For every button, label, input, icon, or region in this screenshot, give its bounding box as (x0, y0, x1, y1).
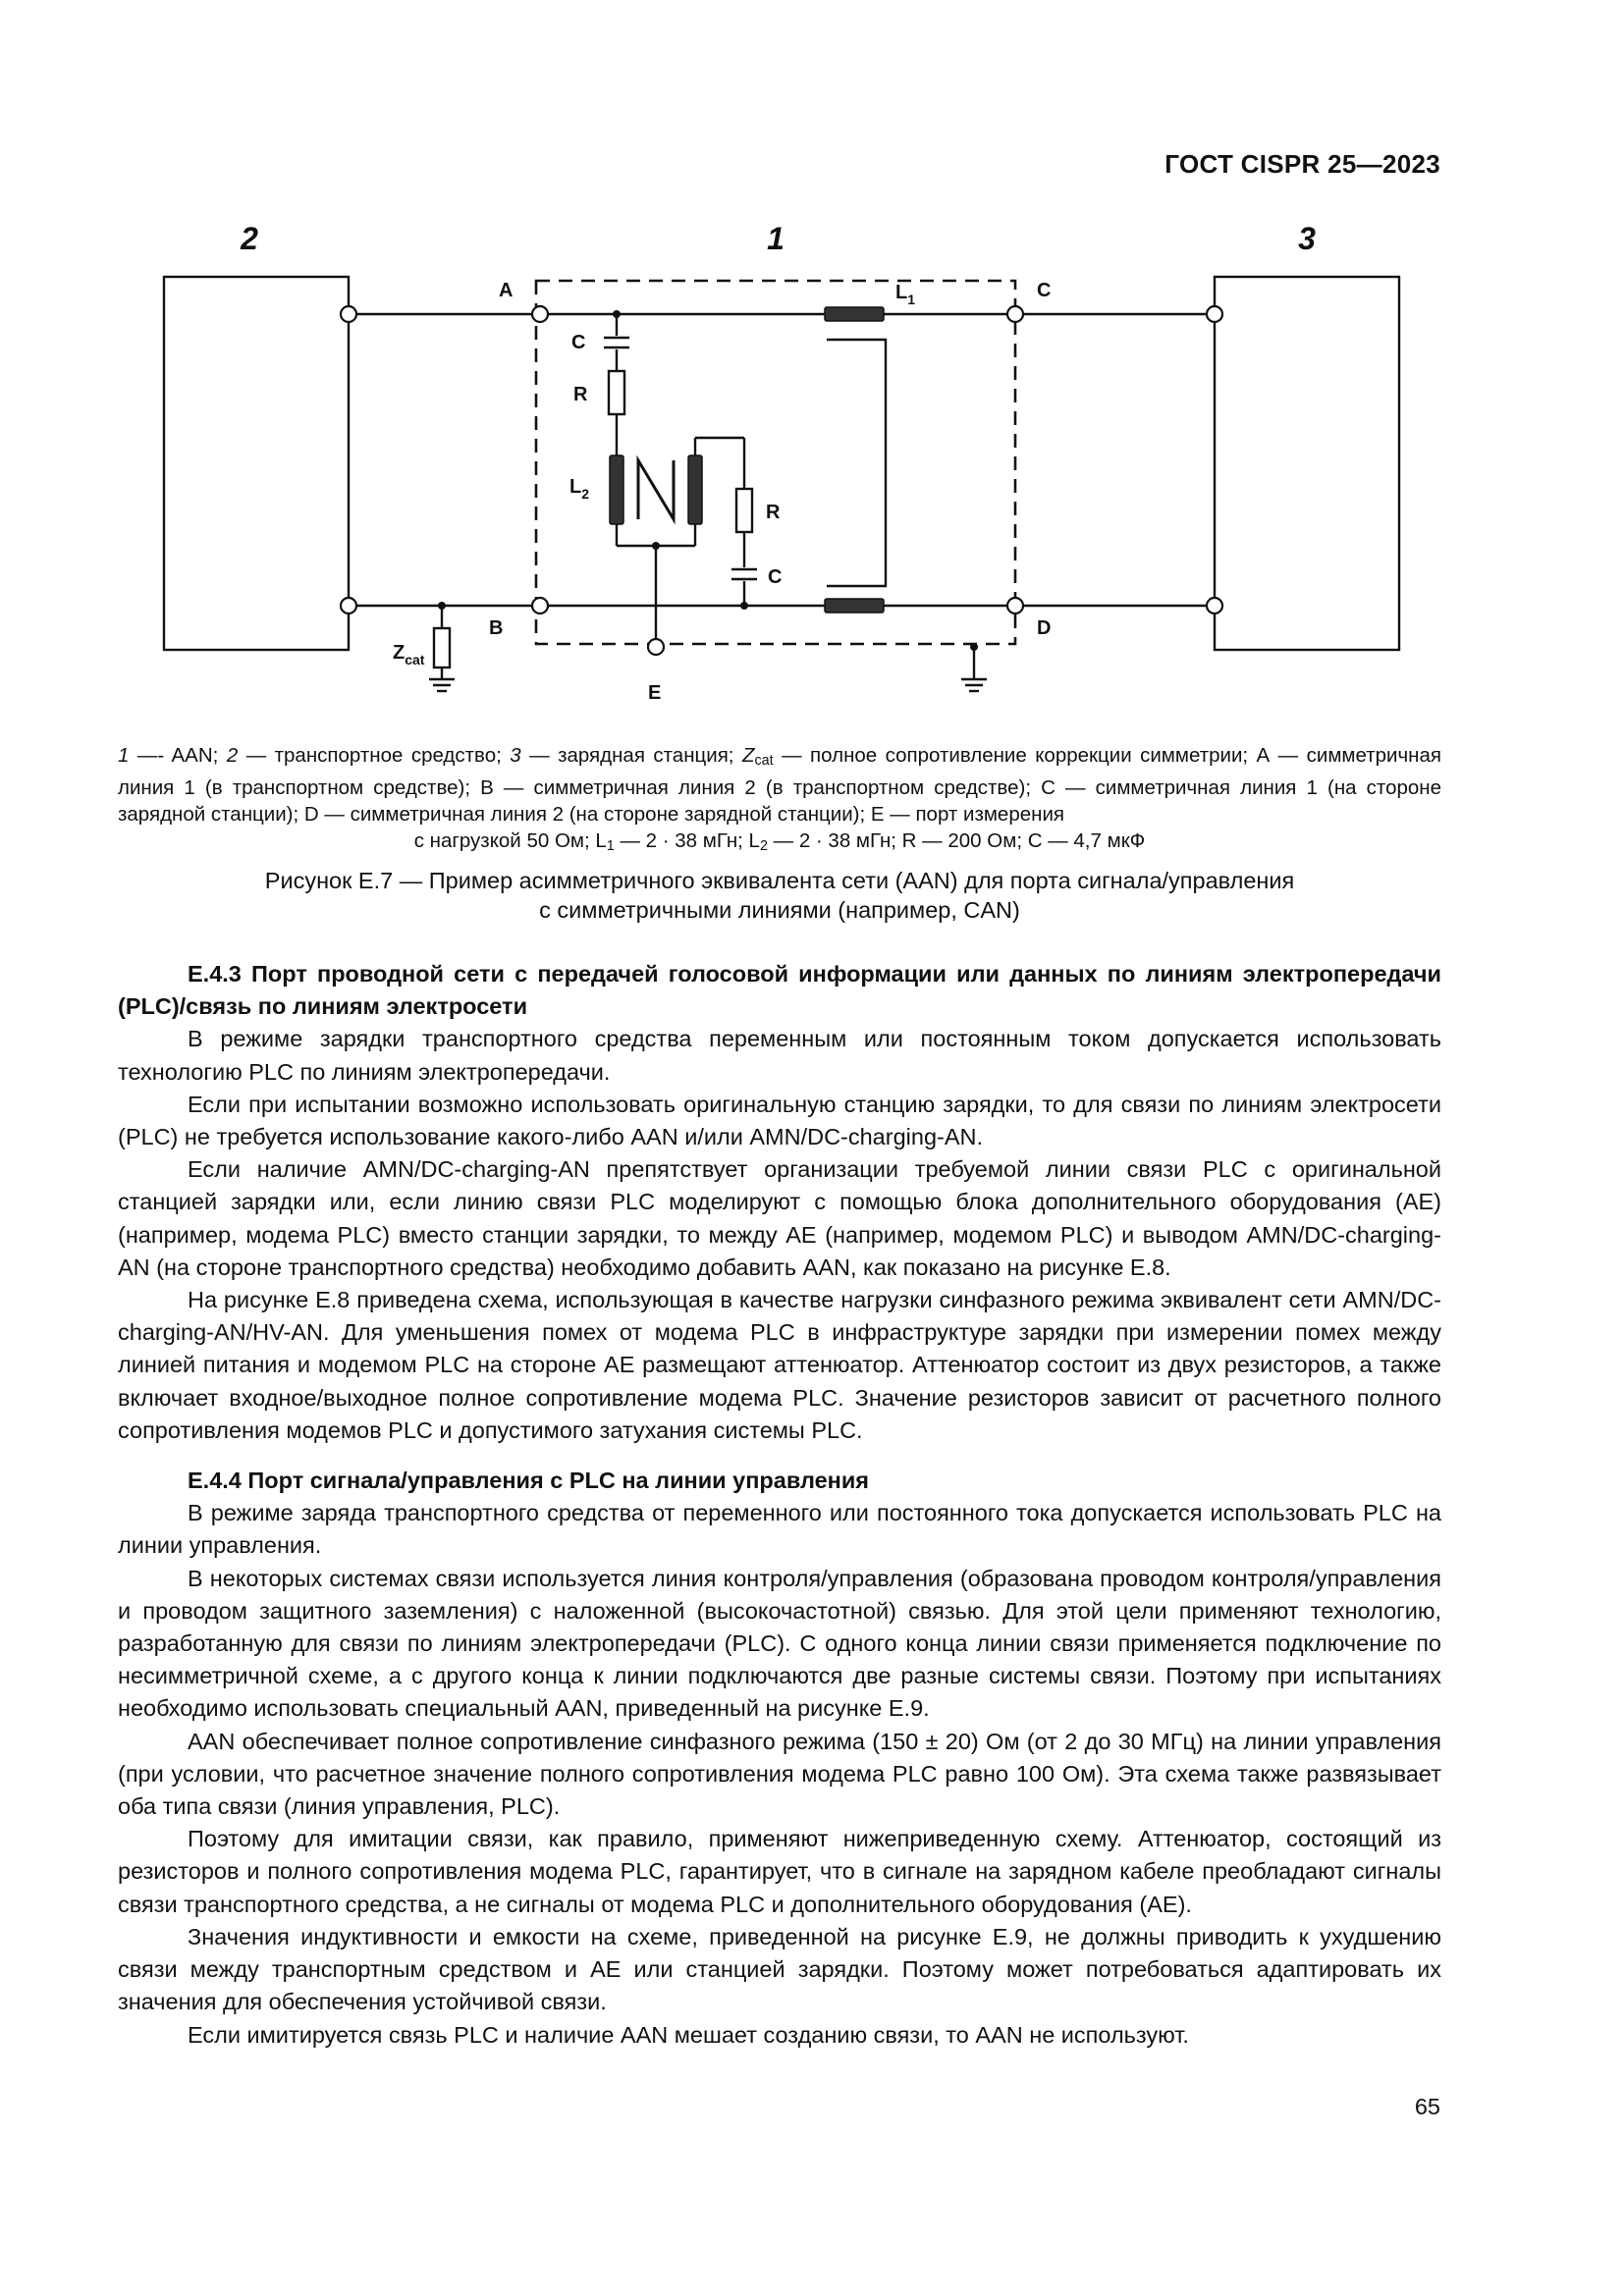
paragraph: В некоторых системах связи используется линия контроля/управления (образована проводом контроля/управления и проводом защитного заземления) с наложенной (высокочастотной) связью. Для этой цели применяют технологию, разработанную для связи по линиям электропередачи (PLC). С одного конца линии связи применяется подключение по несимметричной схеме, а с другого конца к линии подключаются две разные системы связи. Поэтому при испытаниях необходимо использовать специальный AAN, приведенный на рисунке Е.9. (118, 1565, 1441, 1722)
terminal-label-c: C (1037, 280, 1052, 301)
section-heading: Е.4.4 Порт сигнала/управления с PLC на линии управления (188, 1468, 869, 1494)
l2-label: L (569, 476, 582, 498)
vehicle-block (164, 277, 349, 650)
l1-label: L (895, 282, 908, 303)
svg-text:Zcat (393, 642, 425, 667)
paragraph: В режиме зарядки транспортного средства переменным или постоянным током допускается использовать технологию PLC по линиям электропередачи. (118, 1026, 1441, 1085)
document-header: ГОСТ CISPR 25—2023 (1164, 149, 1440, 179)
aan-enclosure (536, 281, 1015, 644)
paragraph: В режиме заряда транспортного средства от переменного или постоянного тока допускается использовать PLC на линии управления. (118, 1500, 1441, 1559)
paragraph: Если имитируется связь PLC и наличие AAN мешает созданию связи, то AAN не используют. (188, 2021, 1189, 2048)
caption-line-1: Рисунок Е.7 — Пример асимметричного эквивалента сети (AAN) для порта сигнала/управления (264, 868, 1295, 893)
paragraph: Значения индуктивности и емкости на схеме, приведенной на рисунке Е.9, не должны приводить к ухудшению связи между транспортным средством и АЕ или станцией зарядки. Поэтому может потребоваться адаптировать их значения для обеспечения устойчивой связи. (118, 1923, 1441, 2015)
charging-station-block (1215, 277, 1399, 650)
svg-text:L1 (895, 282, 915, 307)
section-heading: Е.4.3 Порт проводной сети с передачей голосовой информации или данных по линиям электропередачи (PLC)/связь по линиям электросети (118, 961, 1441, 1020)
terminal-label-d: D (1037, 617, 1052, 639)
block-label-aan: 1 (767, 221, 785, 256)
figure-caption (118, 866, 1441, 925)
res-label-left: R (573, 384, 588, 405)
caption-line-2: с симметричными линиями (например, CAN) (539, 897, 1020, 923)
terminal-label-e: E (648, 682, 662, 704)
zcat-label: Z (393, 642, 406, 664)
cap-label-top: C (571, 332, 586, 353)
block-label-vehicle: 2 (241, 221, 258, 256)
cap-label-bottom: C (768, 566, 783, 588)
body-text (118, 958, 1441, 2052)
paragraph: На рисунке Е.8 приведена схема, использующая в качестве нагрузки синфазного режима эквивалент сети AMN/DC-charging-AN/HV-AN. Для уменьшения помех от модема PLC в инфраструктуре зарядки при измерении помех между линией питания и модемом PLC на стороне АЕ размещают аттенюатор. Аттенюатор состоит из двух резисторов, а также включает входное/выходное полное сопротивление модема PLC. Значение резисторов зависит от расчетного полного сопротивления модемов PLC и допустимого затухания системы PLC. (118, 1287, 1441, 1443)
paragraph: AAN обеспечивает полное сопротивление синфазного режима (150 ± 20) Ом (от 2 до 30 МГц) на линии управления (при условии, что расчетное значение полного сопротивления модема PLC равно 100 Ом). Эта схема также развязывает оба типа связи (линия управления, PLC). (118, 1728, 1441, 1820)
block-label-station: 3 (1298, 221, 1316, 256)
circuit-figure (147, 218, 1424, 719)
l1-bottom-inductor (825, 599, 884, 613)
paragraph: Если при испытании возможно использовать оригинальную станцию зарядки, то для связи по линиям электросети (PLC) не требуется использование какого-либо AAN и/или AMN/DC-charging-AN. (118, 1091, 1441, 1150)
l2-winding-left (610, 455, 623, 524)
svg-text:L2 (569, 476, 589, 502)
terminal-label-a: A (499, 280, 514, 301)
legend-text: 1 —- AAN; 2 — транспортное средство; 3 — зарядная станция; $Z_{cat}$ — полное сопротивление коррекции симметрии; А — симметричная линия 1 (в транспортном средстве); В — симметричная линия 2 (в транспортном средстве); С — симметричная линия 1 (на стороне зарядной станции); D — симметричная линия 2 (на стороне зарядной станции); Е — порт измерения (118, 744, 1441, 826)
page-number: 65 (1414, 2094, 1440, 2119)
terminal-label-b: B (489, 617, 504, 639)
l2-sub: 2 (581, 486, 590, 502)
zcat-sub: cat (405, 652, 425, 667)
l1-top-inductor (825, 307, 884, 321)
l2-winding-right (688, 455, 702, 524)
l1-sub: 1 (907, 292, 916, 307)
res-label-right: R (766, 502, 781, 523)
legend-text-last: с нагрузкой 50 Ом; $L_1$ — 2 · 38 мГн; $L_2$ — 2 · 38 мГн; R — 200 Ом; С — 4,7 мкФ (413, 829, 1146, 854)
figure-legend (118, 742, 1441, 860)
paragraph: Если наличие AMN/DC-charging-AN препятствует организации требуемой линии связи PLC с оригинальной станцией зарядки или, если линию связи PLC моделируют с помощью блока дополнительного оборудования (АЕ) (например, модема PLC) вместо станции зарядки, то между АЕ (например, модемом PLC) и выводом AMN/DC-charging-AN (на стороне транспортного средства) необходимо добавить AAN, как показано на рисунке Е.8. (118, 1156, 1441, 1280)
paragraph: Поэтому для имитации связи, как правило, применяют нижеприведенную схему. Аттенюатор, состоящий из резисторов и полного сопротивления модема PLC, гарантирует, что в сигнале на зарядном кабеле преобладают сигналы связи транспортного средства, а не сигналы от модема PLC и дополнительного оборудования (АЕ). (118, 1826, 1441, 1917)
